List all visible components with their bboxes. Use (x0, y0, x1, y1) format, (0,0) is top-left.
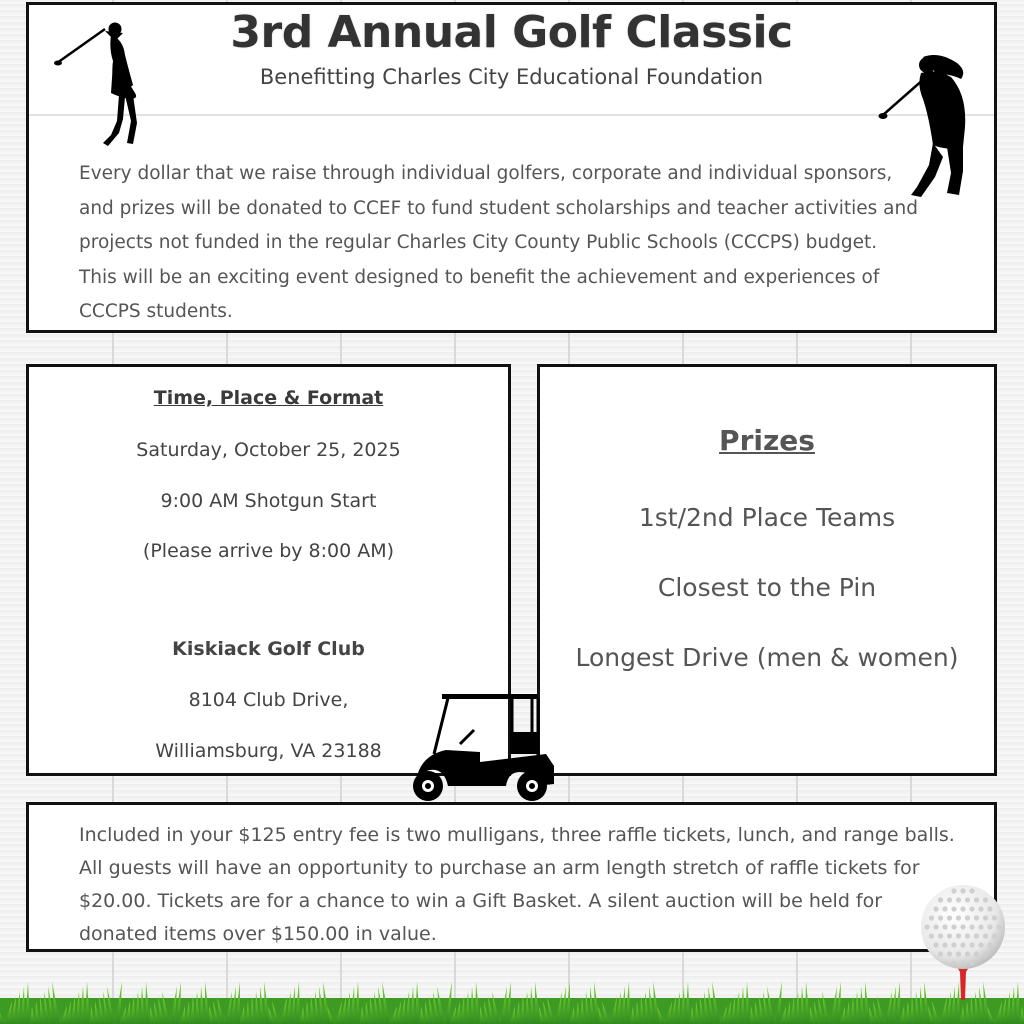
arrival-note: (Please arrive by 8:00 AM) (142, 540, 395, 562)
event-date: Saturday, October 25, 2025 (136, 439, 401, 461)
start-time: 9:00 AM Shotgun Start (160, 490, 377, 512)
intro-paragraph: Every dollar that we raise through individual golfers, corporate and individual sponsors, and prizes will be donated to CCEF to fund student scholarships and teacher activities and projects not funded in the regular Charles City County Public Schools (CCCPS) budget. This will be an exciting event designed to benefit the achievement and experiences of CCCPS students. (79, 163, 918, 322)
golf-cart-icon (408, 692, 558, 804)
header-divider (29, 114, 994, 116)
venue-name: Kiskiack Golf Club (172, 638, 365, 660)
intro-panel (26, 2, 997, 333)
golf-ball-icon (918, 884, 1008, 1002)
male-golfer-icon (877, 47, 977, 202)
venue-address-line2: Williamsburg, VA 23188 (155, 740, 382, 762)
fee-paragraph: Included in your $125 entry fee is two mulligans, three raffle tickets, lunch, and range balls. All guests will have an opportunity to purchase an arm length stretch of raffle tickets for $20.00. Tickets are for a chance to win a Gift Basket. A silent auction will be held for donated items over $150.00 in value. (79, 824, 955, 945)
grass-border (0, 962, 1024, 1024)
prize-item: Longest Drive (men & women) (575, 643, 959, 672)
details-heading: Time, Place & Format (153, 387, 384, 409)
female-golfer-icon (53, 19, 143, 149)
prize-item: Closest to the Pin (657, 573, 877, 602)
prizes-heading: Prizes (719, 424, 815, 457)
page-title: 3rd Annual Golf Classic (230, 7, 793, 58)
venue-address-line1: 8104 Club Drive, (188, 689, 349, 711)
prizes-panel (537, 364, 997, 776)
fee-panel (26, 802, 997, 952)
prize-item: 1st/2nd Place Teams (638, 503, 896, 532)
page-subtitle: Benefitting Charles City Educational Foundation (259, 65, 764, 89)
